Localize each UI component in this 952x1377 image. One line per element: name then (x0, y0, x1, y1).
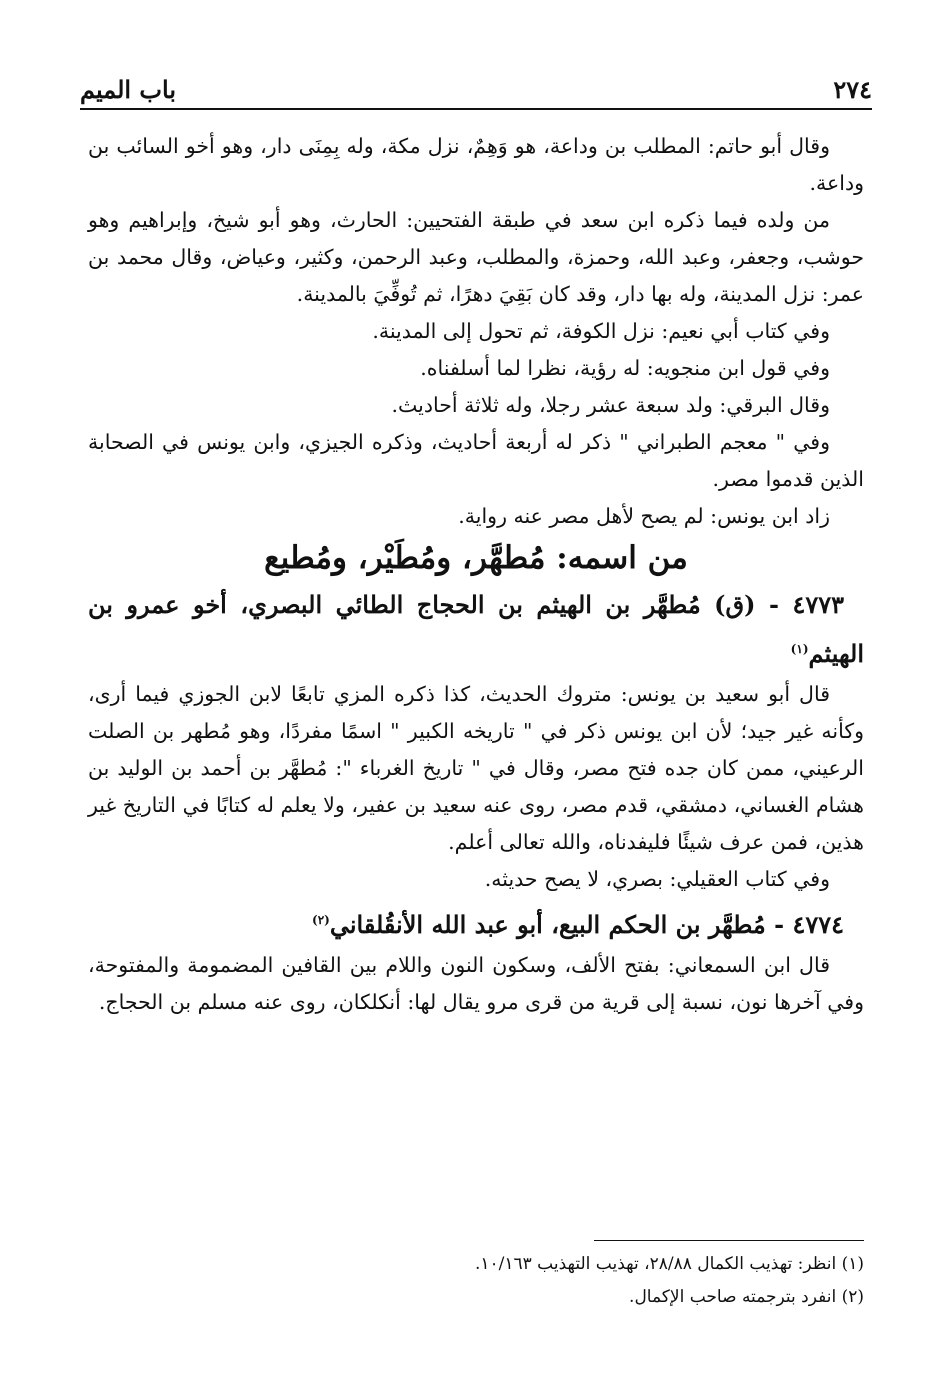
footnote-ref-2[interactable]: (٢) (312, 913, 330, 927)
paragraph: قال ابن السمعاني: بفتح الألف، وسكون النون واللام بين القافين المضمومة والمفتوحة، وفي آخرها نون، نسبة إلى قرية من قرى مرو يقال لها: أنكلكان، روى عنه مسلم بن الحجاج. (88, 953, 864, 1014)
paragraph: وفي " معجم الطبراني " ذكر له أربعة أحاديث، وذكره الجيزي، وابن يونس في الصحابة الذين قدموا مصر. (88, 430, 864, 491)
page-header (80, 68, 872, 110)
entry-heading-text: ٤٧٧٣ - (ق) مُطهَّر بن الهيثم بن الحجاج الطائي البصري، أخو عمرو بن الهيثم (88, 590, 864, 668)
section-title: من اسمه: مُطهَّر، ومُطَيْر، ومُطيع (264, 540, 688, 576)
footnote-1: (١) انظر: تهذيب الكمال ٢٨/٨٨، تهذيب التهذيب ١٠/١٦٣. (474, 1254, 864, 1274)
paragraph: قال أبو سعيد بن يونس: متروك الحديث، كذا ذكره المزي تابعًا لابن الجوزي فيما أرى، وكأنه غير جيد؛ لأن ابن يونس ذكر في " تاريخه الكبير " اسمًا مفردًا، وهو مُطهر بن الصلت الرعيني، ممن كان جده فتح مصر، وقال في " تاريخ الغرباء ": مُطهَّر بن أحمد بن الوليد بن هشام الغساني، دمشقي، قدم مصر، روى عنه سعيد بن عفير، ولا يعلم له كتابًا في التاريخ غير هذين، فمن عرف شيئًا فليفدناه، والله تعالى أعلم. (88, 682, 864, 854)
footnote-divider (594, 1240, 864, 1241)
footnote-2: (٢) انفرد بترجمته صاحب الإكمال. (629, 1287, 864, 1307)
page-body (88, 128, 864, 1021)
paragraph: زاد ابن يونس: لم يصح لأهل مصر عنه رواية. (458, 504, 830, 528)
entry-heading-4773 (88, 583, 864, 676)
entry-heading-4774 (88, 898, 864, 947)
chapter-title: باب الميم (80, 75, 177, 104)
paragraph: وفي قول ابن منجويه: له رؤية، نظرا لما أسلفناه. (420, 356, 830, 380)
paragraph: وقال البرقي: ولد سبعة عشر رجلا، وله ثلاثة أحاديث. (391, 393, 830, 417)
paragraph: وفي كتاب أبي نعيم: نزل الكوفة، ثم تحول إلى المدينة. (372, 319, 830, 343)
footnotes (88, 1248, 864, 1314)
entry-heading-text: ٤٧٧٤ - مُطهَّر بن الحكم البيع، أبو عبد الله الأنقُلقاني (329, 910, 844, 939)
paragraph: وقال أبو حاتم: المطلب بن وداعة، هو وَهِمٌ، نزل مكة، وله بِمِنَى دار، وهو أخو السائب بن وداعة. (88, 134, 864, 195)
footnote-ref-1[interactable]: (١) (790, 642, 809, 656)
paragraph: من ولده فيما ذكره ابن سعد في طبقة الفتحيين: الحارث، وهو أبو شيخ، وإبراهيم وهو حوشب، وجعفر، وعبد الله، وحمزة، والمطلب، وعبد الرحمن، وكثير، وعياض، وقال محمد بن عمر: نزل المدينة، وله بها دار، وقد كان بَقِيَ دهرًا، ثم تُوفِّيَ بالمدينة. (88, 208, 864, 306)
paragraph: وفي كتاب العقيلي: بصري، لا يصح حديثه. (484, 867, 830, 891)
page-number: ٢٧٤ (833, 75, 872, 104)
